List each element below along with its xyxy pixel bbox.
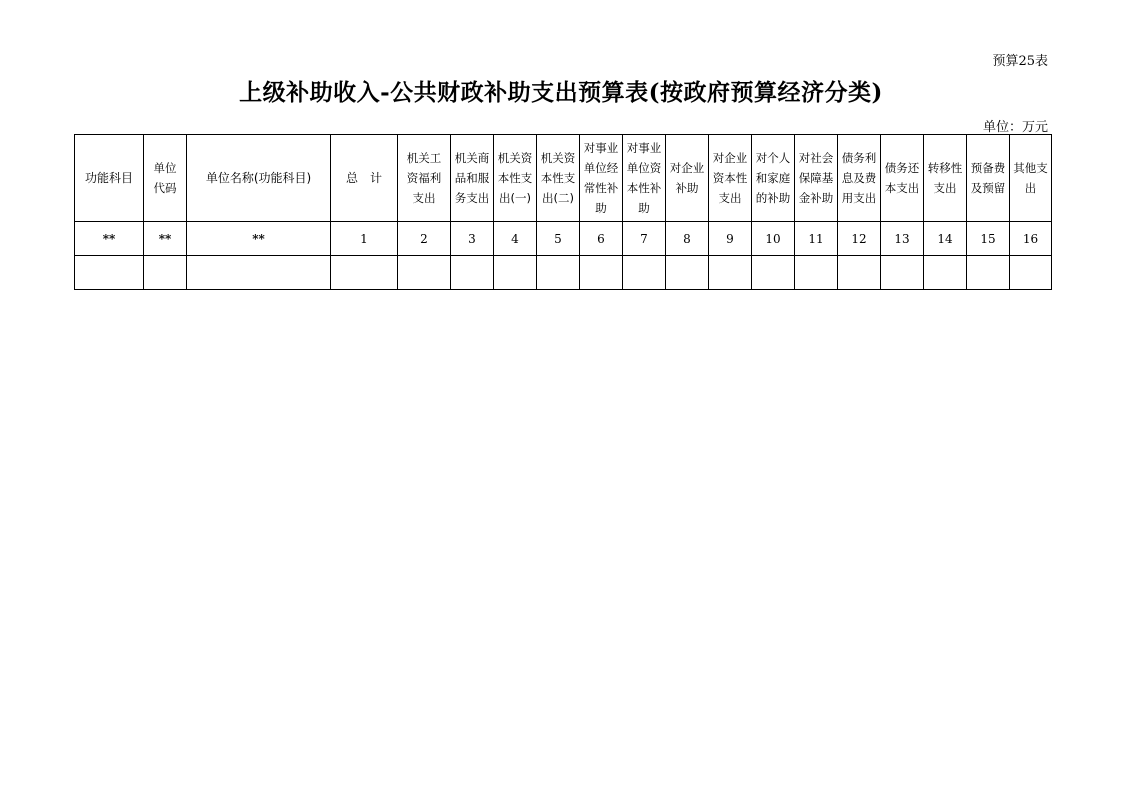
table-cell: 6 <box>580 222 623 256</box>
table-cell <box>144 256 187 290</box>
table-cell <box>451 256 494 290</box>
column-header-label: 单位代码 <box>153 161 177 195</box>
column-header <box>398 135 451 222</box>
column-header <box>187 135 331 222</box>
column-header-label: 债务利息及费用支出 <box>841 151 877 205</box>
table-cell: 4 <box>494 222 537 256</box>
column-header <box>752 135 795 222</box>
column-header-label: 机关商品和服务支出 <box>454 151 490 205</box>
budget-table <box>74 134 1052 290</box>
table-cell: 14 <box>924 222 967 256</box>
table-cell: 16 <box>1010 222 1052 256</box>
table-cell <box>881 256 924 290</box>
table-cell: 5 <box>537 222 580 256</box>
column-header-label: 对企业补助 <box>669 161 705 195</box>
table-cell <box>331 256 398 290</box>
table-cell <box>75 256 144 290</box>
table-cell <box>795 256 838 290</box>
column-header-label: 机关工资福利支出 <box>406 151 442 205</box>
table-cell: 13 <box>881 222 924 256</box>
page-title: 上级补助收入-公共财政补助支出预算表(按政府预算经济分类) <box>239 79 883 106</box>
table-cell: 3 <box>451 222 494 256</box>
table-cell <box>580 256 623 290</box>
form-number: 预算25表 <box>992 54 1048 69</box>
column-header-label: 总 计 <box>345 171 382 185</box>
column-header <box>1010 135 1052 222</box>
column-header-label: 其他支出 <box>1013 161 1048 195</box>
column-header <box>838 135 881 222</box>
column-header <box>623 135 666 222</box>
column-header-label: 单位名称(功能科目) <box>205 171 312 185</box>
column-header <box>75 135 144 222</box>
column-header-label: 机关资本性支出(二) <box>540 151 576 205</box>
table-cell: 12 <box>838 222 881 256</box>
column-header-label: 转移性支出 <box>927 161 963 195</box>
table-cell <box>187 256 331 290</box>
table-cell: 2 <box>398 222 451 256</box>
table-cell: 9 <box>709 222 752 256</box>
table-cell <box>623 256 666 290</box>
table-cell: ** <box>75 222 144 256</box>
table-cell <box>752 256 795 290</box>
column-header <box>967 135 1010 222</box>
table-cell <box>924 256 967 290</box>
table-cell <box>398 256 451 290</box>
unit-label: 单位：万元 <box>982 120 1048 135</box>
column-header <box>580 135 623 222</box>
column-header-label: 对企业资本性支出 <box>712 151 748 205</box>
column-header-label: 机关资本性支出(一) <box>497 151 533 205</box>
column-header <box>537 135 580 222</box>
table-cell <box>494 256 537 290</box>
column-header <box>666 135 709 222</box>
column-header-label: 对事业单位资本性补助 <box>626 141 662 215</box>
table-cell: ** <box>187 222 331 256</box>
column-header-label: 功能科目 <box>84 171 133 185</box>
column-header <box>924 135 967 222</box>
column-header <box>144 135 187 222</box>
table-cell: 10 <box>752 222 795 256</box>
table-cell: 8 <box>666 222 709 256</box>
column-header <box>494 135 537 222</box>
table-cell <box>1010 256 1052 290</box>
column-header-label: 对个人和家庭的补助 <box>755 151 791 205</box>
column-header <box>331 135 398 222</box>
table-cell <box>666 256 709 290</box>
header-row <box>75 135 1052 222</box>
column-header-label: 对事业单位经常性补助 <box>583 141 619 215</box>
table-cell: 15 <box>967 222 1010 256</box>
table-cell <box>537 256 580 290</box>
column-header-label: 债务还本支出 <box>884 161 920 195</box>
table-cell: 11 <box>795 222 838 256</box>
column-header-label: 对社会保障基金补助 <box>798 151 834 205</box>
table-cell: ** <box>144 222 187 256</box>
column-header <box>451 135 494 222</box>
table-row <box>75 256 1052 290</box>
column-index-row <box>75 222 1052 256</box>
table-cell: 1 <box>331 222 398 256</box>
column-header <box>709 135 752 222</box>
table-cell <box>709 256 752 290</box>
table-cell: 7 <box>623 222 666 256</box>
column-header-label: 预备费及预留 <box>970 161 1006 195</box>
table-cell <box>838 256 881 290</box>
column-header <box>795 135 838 222</box>
table-cell <box>967 256 1010 290</box>
column-header <box>881 135 924 222</box>
